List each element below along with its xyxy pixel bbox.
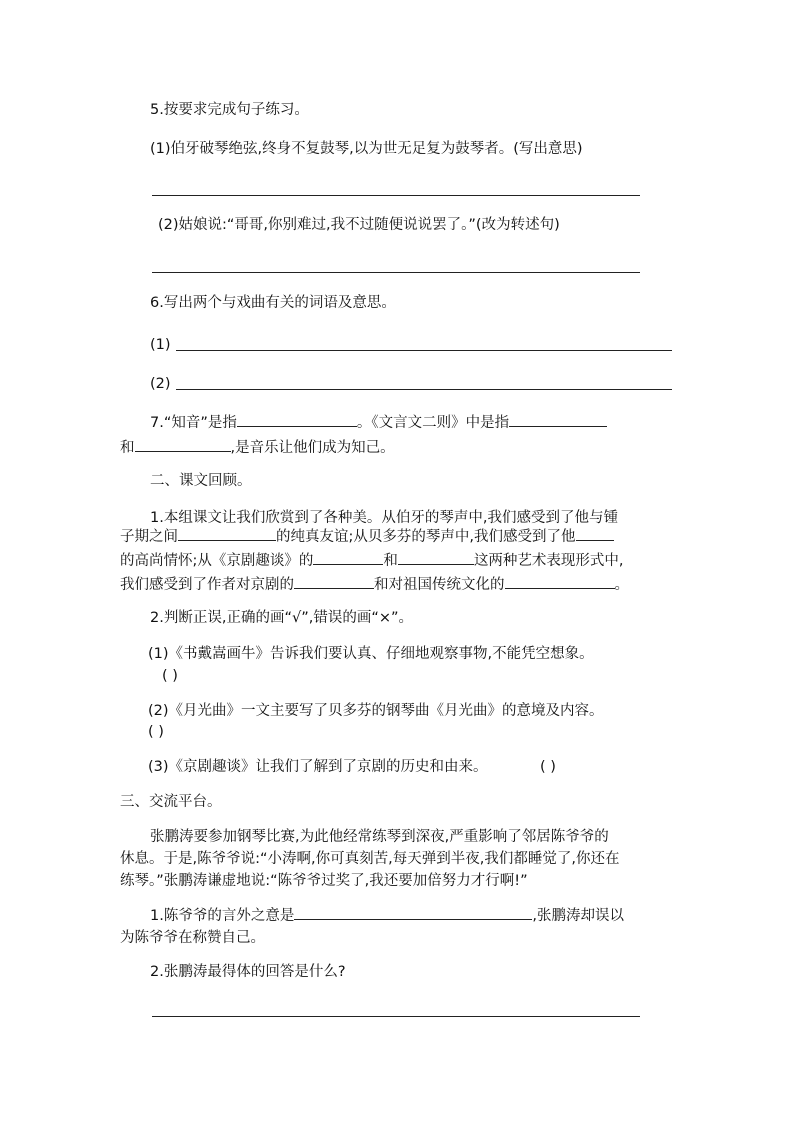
- s3-q2: 2.张鹏涛最得体的回答是什么?: [150, 964, 346, 980]
- s2-q1-text-3a: 的高尚情怀;从《京剧趣谈》的: [120, 553, 314, 569]
- q7-text-d: ,是音乐让他们成为知己。: [230, 440, 395, 456]
- s2-q2-item-2-bracket[interactable]: ( ): [148, 724, 164, 740]
- s2-q1-line-1: 1.本组课文让我们欣赏到了各种美。从伯牙的琴声中,我们感受到了他与锺: [150, 510, 618, 526]
- s2-q1-blank-4[interactable]: [398, 550, 474, 565]
- s2-q1-text-2a: 子期之间: [120, 529, 178, 545]
- s3-passage-line-1: 张鹏涛要参加钢琴比赛,为此他经常练琴到深夜,严重影响了邻居陈爷爷的: [150, 829, 609, 845]
- q7-line-1: [150, 412, 607, 433]
- s3-q1-line-2: 为陈爷爷在称赞自己。: [120, 930, 265, 946]
- s2-q1-text-2b: 的纯真友谊;从贝多芬的琴声中,我们感受到了他: [276, 529, 576, 545]
- s2-q1-text-4c: 。: [614, 577, 629, 593]
- s2-q2-item-3: (3)《京剧趣谈》让我们了解到了京剧的历史和由来。: [148, 759, 488, 775]
- s2-q1-blank-6[interactable]: [505, 574, 615, 589]
- s3-passage-line-2: 休息。于是,陈爷爷说:“小涛啊,你可真刻苦,每天弹到半夜,我们都睡觉了,你还在: [120, 851, 620, 867]
- q5-answer-line-1[interactable]: [152, 195, 640, 196]
- s3-q1-line-1: [150, 905, 624, 926]
- s2-q1-blank-5[interactable]: [294, 574, 374, 589]
- q7-text-a: 7.“知音”是指: [150, 415, 237, 431]
- q5-answer-line-2[interactable]: [152, 272, 640, 273]
- q7-line-2: [120, 437, 395, 458]
- q7-blank-3[interactable]: [135, 437, 231, 452]
- s2-q1-text-4a: 我们感受到了作者对京剧的: [120, 577, 294, 593]
- s3-q2-answer-line[interactable]: [152, 1016, 640, 1017]
- q7-text-b: 。《文言文二则》中是指: [356, 415, 510, 431]
- section-2-title: 二、课文回顾。: [150, 473, 252, 489]
- q7-blank-1[interactable]: [237, 412, 357, 427]
- s3-q1-text-b: ,张鹏涛却误以: [532, 908, 624, 924]
- s2-q1-line-2: [120, 526, 614, 547]
- s2-q1-blank-3[interactable]: [313, 550, 383, 565]
- s2-q1-text-3c: 这两种艺术表现形式中,: [473, 553, 624, 569]
- s2-q2-item-3-bracket[interactable]: ( ): [540, 759, 556, 775]
- s2-q1-text-4b: 和对祖国传统文化的: [374, 577, 505, 593]
- q5-prompt-1: (1)伯牙破琴绝弦,终身不复鼓琴,以为世无足复为鼓琴者。(写出意思): [150, 141, 583, 157]
- s2-q1-text-3b: 和: [383, 553, 398, 569]
- s2-q2-item-2: (2)《月光曲》一文主要写了贝多芬的钢琴曲《月光曲》的意境及内容。: [148, 703, 604, 719]
- s2-q1-blank-2[interactable]: [576, 526, 614, 541]
- q6-item-1-label: (1): [150, 337, 171, 353]
- s2-q2-title: 2.判断正误,正确的画“√”,错误的画“×”。: [150, 610, 413, 626]
- q5-title: 5.按要求完成句子练习。: [150, 102, 309, 118]
- s2-q1-blank-1[interactable]: [178, 526, 276, 541]
- section-3-title: 三、交流平台。: [120, 794, 222, 810]
- s2-q2-item-1: (1)《书戴嵩画牛》告诉我们要认真、仔细地观察事物,不能凭空想象。: [148, 646, 594, 662]
- q6-item-2-label: (2): [150, 376, 171, 392]
- q5-prompt-2: (2)姑娘说:“哥哥,你别难过,我不过随便说说罢了。”(改为转述句): [158, 217, 560, 233]
- s3-q1-blank[interactable]: [294, 905, 532, 920]
- q6-title: 6.写出两个与戏曲有关的词语及意思。: [150, 295, 396, 311]
- s2-q2-item-1-bracket[interactable]: ( ): [162, 668, 178, 684]
- q6-answer-line-2[interactable]: [176, 389, 672, 390]
- s3-q1-text-a: 1.陈爷爷的言外之意是: [150, 908, 295, 924]
- s2-q1-line-3: [120, 550, 624, 571]
- q7-text-c: 和: [120, 440, 135, 456]
- s3-passage-line-3: 练琴。”张鹏涛谦虚地说:“陈爷爷过奖了,我还要加倍努力才行啊!”: [120, 873, 528, 889]
- q7-blank-2[interactable]: [509, 412, 607, 427]
- q6-answer-line-1[interactable]: [176, 350, 672, 351]
- s2-q1-line-4: [120, 574, 629, 595]
